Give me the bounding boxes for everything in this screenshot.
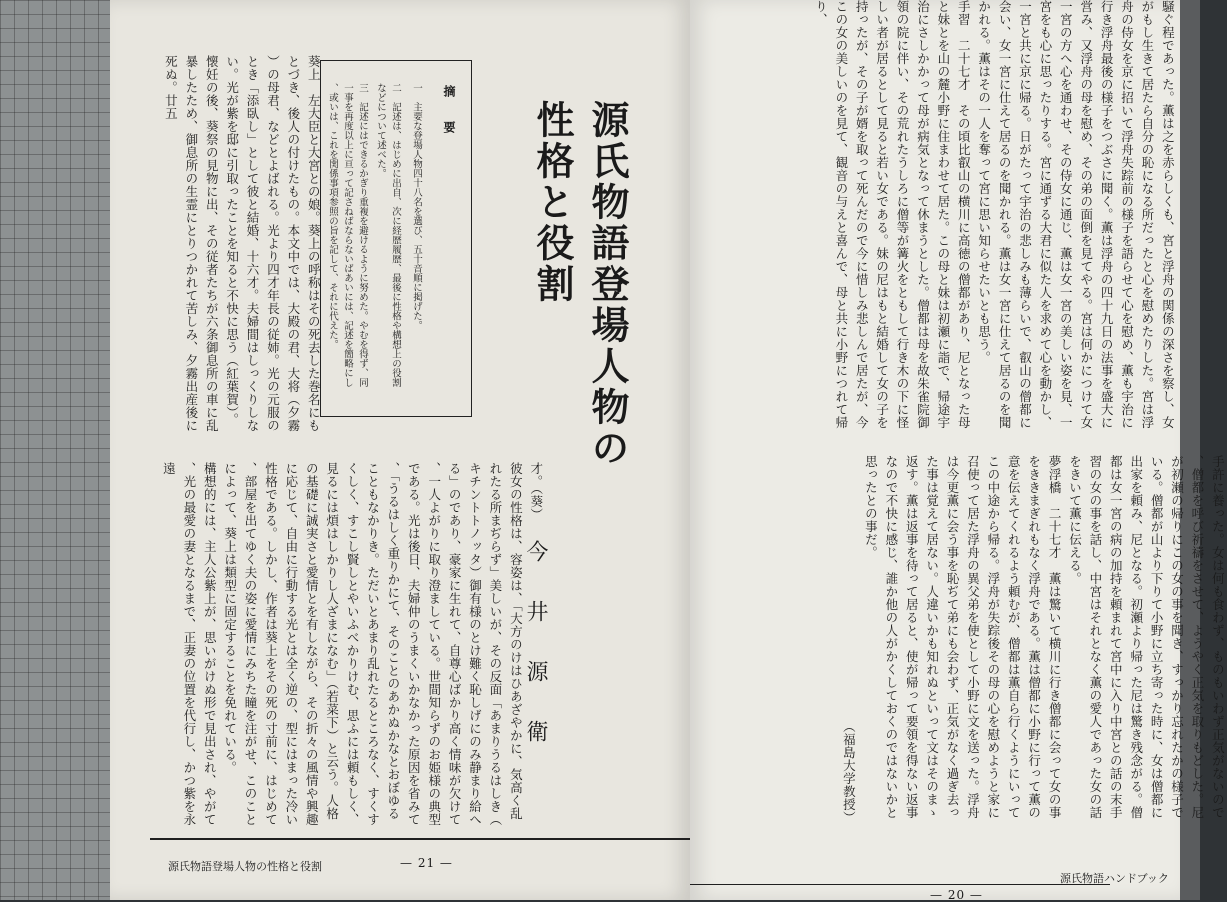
- abstract-heading: 摘要: [442, 85, 456, 157]
- entry-aoi-upper: 葵上 左大臣と大宮との娘。葵上の呼称はその死去した巻名にもとづき、後人の付けたもの。本文中では、大殿の君、大将（夕霧）の母君、などとよばれる。光より四才年長の従姉。光の元服のとき「添臥し」として彼と結婚、十六才。夫婦間はしっくりしない。光が紫を邸に引取ったことを知ると不快に思う（紅葉賀）。懐妊の後、葵祭の見物に出、その従者たちが六条御息所の車に乱暴したため、御息所の生霊にとりつかれて苦しみ、夕霧出産後に死ぬ。廿五: [163, 55, 322, 432]
- abstract-box: [320, 60, 472, 417]
- article-title: 源氏物語登場人物の性格と役割: [530, 100, 630, 469]
- abstract-item-1: 一 主要な登場人物四十八名を選び、五十音順に掲げた。: [411, 83, 422, 330]
- affiliation-block: [838, 720, 858, 870]
- right-footer-title: 源氏物語ハンドブック: [1060, 872, 1169, 885]
- right-upper-text: 騒ぐ程であった。薫は之を赤らしくも、宮と浮舟の関係の深さを察し、女がもし生きて居たら自分の恥になる所だったと心を慰めたりした。宮は浮舟の侍女を京に招いて浮舟失踪前の様子を語らせて心を慰め、薫も宇治に行き浮舟最後の様子をつぶさに聞く。薫は浮舟の四十九日の法事を盛大に営み、又浮舟の母を慰め、その弟の面倒を見てやる。宮は何かにつけて女一宮の方へ心を通わせ、その侍女に通じ、薫は女一宮の美しい姿を見、一宮をも心に思ったりする。宮に通ずる大君に似た人を求めて心を動かし、一宮と共に京に帰る。日がたって宇治の悲しみも薄らいで、叡山の僧都に会い、女一宮に仕えて居るのを聞かれる。薫は女一宮に仕えて居るのを聞かれる。薫はその一人を奪って宮に思い知らせたいとも思う。 手習 二十七才 その頃比叡山の横川に高徳の僧都があり、尼となった母と妹とを山の麓小野に住まわせて居た。この母と妹は初瀬に詣で、帰途宇治にさしかかって母が病気となって休まうとした。僧都は母を故朱雀院御領の院に伴い、その荒れたうしろに僧等が篝火をともして行き木の下に怪しい者が居るとして見ると若い女である。妹の尼はもと結婚して女の子を持ったが、その子が婿を取って死んだので今に惜しみ悲しんで居たが、今この女の美しいのを見て、観音の与えと喜んで、母と共に小野につれて帰り、: [813, 0, 1176, 429]
- right-page-rule: [690, 884, 1110, 885]
- abstract-item-3: 三 記述にはできるかぎり重複を避けるように努めた。やむを得ず、同一事を再度以上に亘って記さねばならないばあいには、記述を簡略にし、或いは、これを関係事項参照の旨を記して、それに代えた。: [327, 83, 368, 387]
- right-upper-column: [810, 0, 1176, 438]
- right-page-number: — 20 —: [930, 888, 983, 902]
- author-affiliation: （福島大学教授）: [841, 720, 857, 824]
- right-lower-column: [860, 455, 1226, 820]
- left-page-rule: [150, 838, 690, 840]
- entry-aoi-upper-column: [160, 55, 322, 435]
- right-page: [690, 0, 1226, 902]
- background-cutting-mat: [0, 0, 120, 900]
- left-page-number: — 21 —: [400, 856, 453, 870]
- article-author: 今井源衛: [523, 540, 548, 780]
- article-title-block: [485, 100, 635, 500]
- left-footer-title: 源氏物語登場人物の性格と役割: [168, 860, 322, 873]
- abstract-item-2: 二 記述は、はじめに出自、次に経歴履歴、最後に性格や構想上の役割などについて述べた。: [375, 83, 401, 387]
- right-lower-text: 手許に養った。女は何も食わず、ものもいわず正気がないので、僧都を呼び祈禱をさせて、ようやく正気を取りもどした。尼が初瀬の帰りにこの女の事を聞き、すっかり忘れたかの様子でいる。僧都が山より下りて小野に立ち寄った時に、女は僧都に出家を頼み、尼となる。初瀬より帰った尼は驚き残念がる。僧都は女一宮の病の加持を頼まれて宮中に入り中宮との話の末手習の女の事を話し、中宮はそれとなく薫の愛人であった女の話をきいて薫に伝える。 夢浮橋 二十七才 薫は驚いて横川に行き僧都に会って女の事をききまぎれもなく浮舟である。薫は僧都に小野に行って薫の意を伝えてくれるよう頼むが、僧都は薫自ら行くようにいってこの中途から帰る。浮舟が失踪後その母の心を慰めようと家に召使って居た浮舟の異父弟を使として小野に文を送った。浮舟は今更薫に会う事を恥ぢて弟にも会わず、正気がなく過ぎ去った事は覚えて居ない。人違いかも知れぬといって文はそのまゝ返す。薫は返事を待って居ると、使が帰って要領を得ない返事なので不快に感じ、誰か他の人がかくしておくのではないかと思ったとの事だ。: [863, 455, 1226, 819]
- left-page: [110, 0, 690, 900]
- entry-aoi-lower: 才。（葵） 彼女の性格は、容姿は、「大方のけはひあざやかに、気高く乱れたる所まぢらず」美しいが、その反面「あまりうるはしき（キチントトノッタ）御有様のとけ難く恥しげにのみ静まり給へる」のであり、豪家に生れて、自尊心ばかり高く情味が欠けて、一人よがりに取り澄ましている。世間知らずのお姫様の典型である。光は後日、夫婦仲のうまくいかなかった原因を省みて、「うるはしく重りかにて、そのことのあかぬかなとおぼゆることもなかりき。ただいとあまり乱れたるところなく、すくすくしく、すこし賢しとやいふべかりけむ、思ふには頼もしく、見るには煩はしかりし人ざまになむ」（若菜下）と云う。人格の基礎に誠実さと愛情とを有しながら、その折々の風情や興趣に応じて、自由に行動する光とは全く逆の、型にはまった冷い性格である。しかし、作者は葵上をその死の寸前に、はじめて、部屋を出てゆく夫の姿に愛情にみちた瞳を注がせ、このことによって、葵上は類型に固定することを免れている。 構想的には、主人公紫上が、思いがけぬ形で見出され、やがて、光の最愛の妻となるまで、正妻の位置を代行し、かつ紫を永遠: [161, 462, 544, 826]
